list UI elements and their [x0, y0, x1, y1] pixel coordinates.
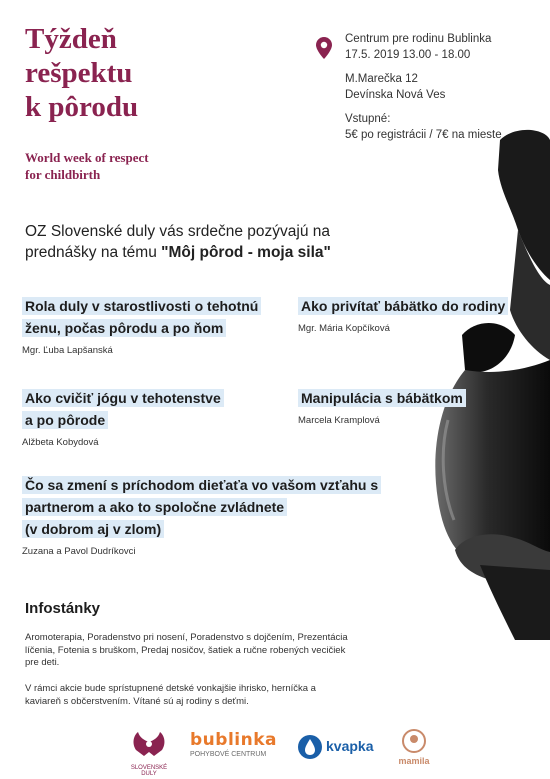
talk-speaker: Mgr. Mária Kopčíková — [298, 323, 390, 334]
subtitle — [25, 149, 149, 183]
desc-line: kaviareň s občerstvením. Vítané sú aj rodiny s deťmi. — [25, 695, 249, 707]
talk-title: Ako privítať bábätko do rodiny — [298, 297, 508, 315]
intro-line — [25, 242, 395, 263]
talk-title: ženu, počas pôrodu a po ňom — [22, 319, 226, 337]
talk-item — [22, 295, 292, 356]
page-title — [25, 22, 138, 124]
desc-line: líčenia, Fotenia s bruškom, Predaj nosičov, šatiek a ručne robených vecičiek — [25, 644, 346, 656]
bublinka-logo-text: bublinka — [190, 730, 277, 750]
infostanky-heading: Infostánky — [25, 600, 101, 617]
talk-title: (v dobrom aj v zlom) — [22, 520, 164, 538]
mamila-logo-text: mamila — [398, 756, 430, 766]
fee-label: Vstupné: — [345, 113, 391, 125]
subtitle-line: World week of respect — [25, 150, 149, 165]
bublinka-logo — [190, 730, 277, 758]
talk-speaker: Mgr. Ľuba Lapšanská — [22, 345, 113, 356]
desc-line: V rámci akcie bude sprístupnené detské vonkajšie ihrisko, herníčka a — [25, 683, 316, 694]
talk-title: a po pôrode — [22, 411, 108, 429]
desc-line: pre deti. — [25, 657, 60, 668]
title-line: rešpektu — [25, 57, 133, 89]
talk-speaker: Alžbeta Kobydová — [22, 437, 99, 448]
kvapka-logo-text: kvapka — [326, 738, 374, 754]
street-address: M.Marečka 12 — [345, 73, 418, 85]
lecture-theme: "Môj pôrod - moja sila" — [161, 244, 331, 261]
intro-text — [25, 221, 395, 263]
talk-title: Manipulácia s bábätkom — [298, 389, 466, 407]
talk-item — [22, 387, 282, 448]
talk-title: Ako cvičiť jógu v tehotenstve — [22, 389, 224, 407]
kvapka-logo — [296, 734, 376, 764]
drop-icon — [296, 734, 324, 760]
talk-title: Čo sa zmení s príchodom dieťaťa vo vašom vzťahu s — [22, 476, 381, 494]
infostanky-list — [25, 632, 370, 670]
title-line: k pôrodu — [25, 91, 139, 123]
duly-emblem-icon — [124, 730, 174, 758]
intro-prefix: prednášky na tému — [25, 244, 162, 261]
sponsor-logos — [0, 728, 550, 777]
location-pin-icon — [316, 37, 332, 59]
desc-line: Aromoterapia, Poradenstvo pri nosení, Poradenstvo s dojčením, Prezentácia — [25, 632, 348, 643]
event-datetime: 17.5. 2019 13.00 - 18.00 — [345, 49, 471, 61]
venue-name: Centrum pre rodinu Bublinka — [345, 33, 492, 45]
mamila-logo — [394, 728, 434, 772]
fee-value: 5€ po registrácii / 7€ na mieste — [345, 129, 502, 141]
mamila-emblem-icon — [401, 728, 427, 754]
city: Devínska Nová Ves — [345, 89, 446, 101]
duly-logo-text: SLOVENSKÉ DULY — [130, 765, 168, 777]
slovenske-duly-logo — [124, 730, 174, 777]
infostanky-note — [25, 683, 370, 708]
pregnant-woman-photo — [420, 120, 550, 640]
event-info — [345, 31, 502, 143]
talk-title: Rola duly v starostlivosti o tehotnú — [22, 297, 261, 315]
bublinka-logo-subtext: POHYBOVÉ CENTRUM — [190, 751, 267, 758]
subtitle-line: for childbirth — [25, 167, 101, 182]
title-line: Týždeň — [25, 23, 117, 55]
talk-item — [298, 387, 498, 426]
talk-title: partnerom a ako to spoločne zvládnete — [22, 498, 287, 516]
talk-speaker: Marcela Kramplová — [298, 415, 380, 426]
talk-item — [298, 295, 538, 334]
intro-line: OZ Slovenské duly vás srdečne pozývajú na — [25, 223, 330, 240]
talk-speaker: Zuzana a Pavol Dudríkovci — [22, 546, 136, 557]
talk-item — [22, 474, 382, 557]
